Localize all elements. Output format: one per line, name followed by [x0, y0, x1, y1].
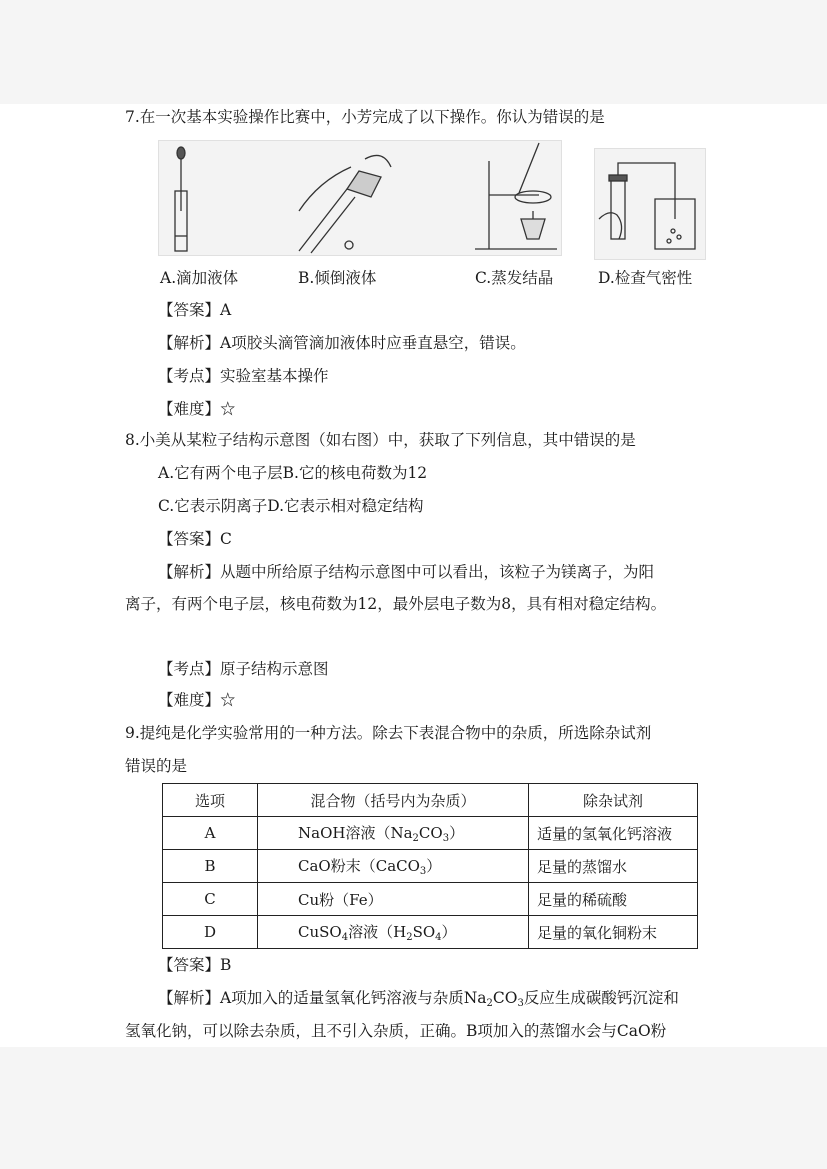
q9-stem-1: 9.提纯是化学实验常用的一种方法。除去下表混合物中的杂质，所选除杂试剂 [125, 724, 652, 742]
q8-analysis-1: 【解析】从题中所给原子结构示意图中可以看出，该粒子为镁离子，为阳 [158, 563, 655, 581]
row-option: C [163, 883, 258, 916]
q8-answer: 【答案】C [158, 530, 232, 548]
row-mixture: Cu粉（Fe） [258, 883, 529, 916]
q8-options-1: A.它有两个电子层B.它的核电荷数为12 [158, 464, 428, 482]
row-mixture: NaOH溶液$(Na_2CO_3)$ [258, 817, 529, 850]
row-mixture: CuSO$_4$溶液$(H_2SO_4)$ [258, 916, 529, 949]
q9-analysis-1: 【解析】A项加入的适量氢氧化钙溶液与杂质$Na_2CO_3$反应生成碳酸钙沉淀和 [158, 989, 679, 1009]
caption-d: D.检查气密性 [598, 269, 693, 287]
q9-stem-2: 错误的是 [125, 757, 188, 775]
caption-b: B.倾倒液体 [298, 269, 377, 287]
caption-a: A.滴加液体 [160, 269, 239, 287]
table-row [163, 883, 698, 916]
row-mixture: CaO粉末（CaCO$_3$） [258, 850, 529, 883]
table-row [163, 850, 698, 883]
table-row [163, 817, 698, 850]
q7-analysis: 【解析】A项胶头滴管滴加液体时应垂直悬空，错误。 [158, 334, 526, 352]
q8-options-2: C.它表示阴离子D.它表示相对稳定结构 [158, 497, 424, 515]
q7-stem: 7.在一次基本实验操作比赛中，小芳完成了以下操作。你认为错误的是 [125, 108, 605, 126]
table-header-row [163, 784, 698, 817]
row-reagent: 适量的氢氧化钙溶液 [529, 817, 698, 850]
header-option: 选项 [163, 784, 258, 817]
q9-analysis-2: 氢氧化钠，可以除去杂质，且不引入杂质，正确。B项加入的蒸馏水会与CaO粉 [125, 1022, 667, 1040]
q8-point: 【考点】原子结构示意图 [158, 660, 329, 678]
row-reagent: 足量的氧化铜粉末 [529, 916, 698, 949]
header-reagent: 除杂试剂 [529, 784, 698, 817]
row-option: B [163, 850, 258, 883]
q9-answer: 【答案】B [158, 956, 232, 974]
q7-answer: 【答案】A [158, 301, 232, 319]
row-option: D [163, 916, 258, 949]
header-mixture: 混合物（括号内为杂质） [258, 784, 529, 817]
q7-difficulty: 【难度】☆ [158, 400, 236, 418]
table-row [163, 916, 698, 949]
reagent-table [162, 783, 698, 949]
row-option: A [163, 817, 258, 850]
apparatus-illustration [158, 140, 562, 256]
caption-c: C.蒸发结晶 [475, 269, 554, 287]
q8-difficulty: 【难度】☆ [158, 691, 236, 709]
q7-point: 【考点】实验室基本操作 [158, 367, 329, 385]
q8-analysis-2: 离子，有两个电子层，核电荷数为12，最外层电子数为8，具有相对稳定结构。 [125, 595, 667, 613]
q8-stem: 8.小美从某粒子结构示意图（如右图）中，获取了下列信息，其中错误的是 [125, 431, 636, 449]
airtightness-illustration [594, 148, 706, 260]
row-reagent: 足量的蒸馏水 [529, 850, 698, 883]
row-reagent: 足量的稀硫酸 [529, 883, 698, 916]
document-page [0, 104, 827, 1047]
